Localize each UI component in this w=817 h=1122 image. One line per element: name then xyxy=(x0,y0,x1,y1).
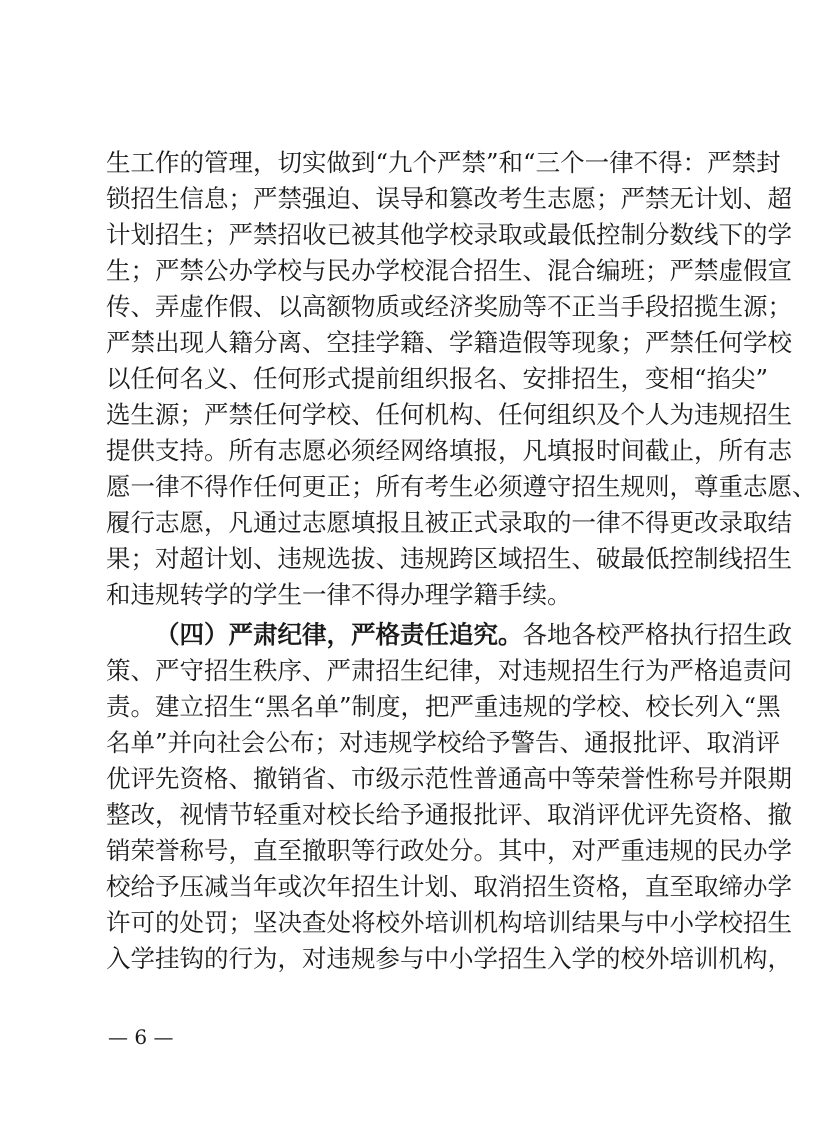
text-line: 计划招生；严禁招收已被其他学校录取或最低控制分数线下的学 xyxy=(106,220,792,249)
text-line: 以任何名义、任何形式提前组织报名、安排招生，变相“掐尖” xyxy=(106,364,769,393)
text-line: 许可的处罚；坚决查处将校外培训机构培训结果与中小学校招生 xyxy=(106,908,792,937)
text-line: 生；严禁公办学校与民办学校混合招生、混合编班；严禁虚假宣 xyxy=(106,256,792,285)
text-line: 优评先资格、撤销省、市级示范性普通高中等荣誉性称号并限期 xyxy=(106,764,792,793)
text-line: 履行志愿，凡通过志愿填报且被正式录取的一律不得更改录取结 xyxy=(106,508,792,537)
text-line: 果；对超计划、违规选拔、违规跨区域招生、破最低控制线招生 xyxy=(106,544,792,573)
text-line: 锁招生信息；严禁强迫、误导和篡改考生志愿；严禁无计划、超 xyxy=(106,184,792,213)
text-line: 整改，视情节轻重对校长给予通报批评、取消评优评先资格、撤 xyxy=(106,800,792,829)
text-line: 严禁出现人籍分离、空挂学籍、学籍造假等现象；严禁任何学校 xyxy=(106,328,792,357)
section-first-line-text: 各地各校严格执行招生政 xyxy=(522,620,792,649)
text-line: 生工作的管理，切实做到“九个严禁”和“三个一律不得：严禁封 xyxy=(106,148,781,177)
page-number: — 6 — xyxy=(108,1025,174,1049)
text-line: 提供支持。所有志愿必须经网络填报，凡填报时间截止，所有志 xyxy=(106,436,792,465)
text-line: 选生源；严禁任何学校、任何机构、任何组织及个人为违规招生 xyxy=(106,400,792,429)
text-line: 入学挂钩的行为，对违规参与中小学招生入学的校外培训机构， xyxy=(106,944,792,973)
text-line: 和违规转学的学生一律不得办理学籍手续。 xyxy=(106,580,572,609)
text-line: 责。建立招生“黑名单”制度，把严重违规的学校、校长列入“黑 xyxy=(106,692,781,721)
text-line: 传、弄虚作假、以高额物质或经济奖励等不正当手段招揽生源； xyxy=(106,292,792,321)
text-line: 愿一律不得作任何更正；所有考生必须遵守招生规则，尊重志愿、 xyxy=(106,472,817,501)
text-line: 名单”并向社会公布；对违规学校给予警告、通报批评、取消评 xyxy=(106,728,781,757)
text-line: 策、严守招生秩序、严肃招生纪律，对违规招生行为严格追责问 xyxy=(106,656,792,685)
section-first-line xyxy=(155,618,792,652)
text-line: 校给予压减当年或次年招生计划、取消招生资格，直至取缔办学 xyxy=(106,872,792,901)
section-heading: （四）严肃纪律，严格责任追究。 xyxy=(155,620,523,649)
text-line: 销荣誉称号，直至撤职等行政处分。其中，对严重违规的民办学 xyxy=(106,836,792,865)
